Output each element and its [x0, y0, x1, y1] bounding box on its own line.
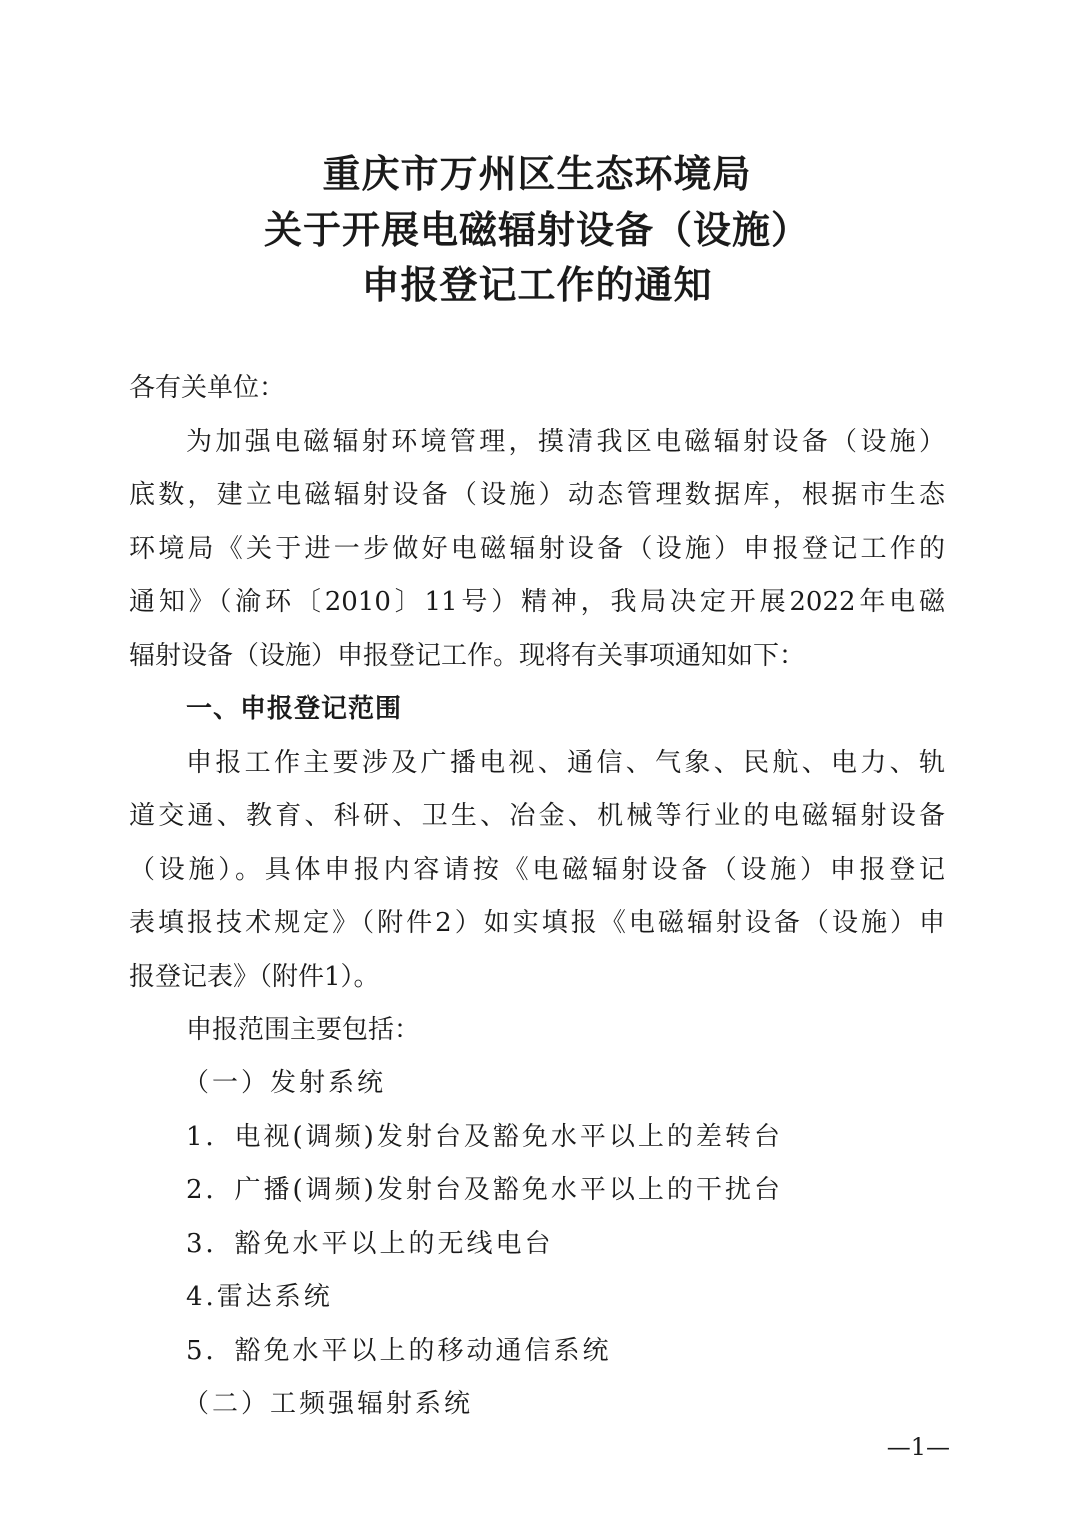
list-item: 1．电视(调频)发射台及豁免水平以上的差转台 — [186, 1122, 783, 1152]
scope-intro: 申报范围主要包括： — [186, 1015, 421, 1045]
intro-line: 环境局《关于进一步做好电磁辐射设备（设施）申报登记工作的 — [129, 534, 945, 564]
title-line-1: 重庆市万州区生态环境局 — [322, 152, 752, 196]
section1-line: 报登记表》（附件1）。 — [129, 962, 380, 992]
section1-line: 道交通、教育、科研、卫生、冶金、机械等行业的电磁辐射设备 — [129, 801, 945, 831]
intro-line: 通知》（渝环〔2010〕11号）精神，我局决定开展2022年电磁 — [129, 587, 945, 617]
list-item: 3．豁免水平以上的无线电台 — [186, 1229, 554, 1259]
intro-line: 为加强电磁辐射环境管理，摸清我区电磁辐射设备（设施） — [186, 427, 945, 457]
salutation: 各有关单位： — [129, 373, 286, 403]
intro-line: 辐射设备（设施）申报登记工作。现将有关事项通知如下： — [129, 641, 806, 671]
subsection-heading: （二）工频强辐射系统 — [183, 1389, 474, 1419]
page-number: —1— — [886, 1433, 950, 1461]
subsection-heading: （一）发射系统 — [183, 1068, 387, 1098]
section1-line: （设施）。具体申报内容请按《电磁辐射设备（设施）申报登记 — [129, 855, 945, 885]
list-item: 4.雷达系统 — [186, 1282, 333, 1312]
intro-line: 底数，建立电磁辐射设备（设施）动态管理数据库，根据市生态 — [129, 480, 945, 510]
list-item: 5．豁免水平以上的移动通信系统 — [186, 1336, 612, 1366]
title-line-3: 申报登记工作的通知 — [361, 263, 713, 307]
list-item: 2．广播(调频)发射台及豁免水平以上的干扰台 — [186, 1175, 783, 1205]
section1-line: 表填报技术规定》（附件2）如实填报《电磁辐射设备（设施）申 — [129, 908, 945, 938]
section-heading: 一、申报登记范围 — [186, 694, 403, 724]
section1-line: 申报工作主要涉及广播电视、通信、气象、民航、电力、轨 — [186, 748, 945, 778]
title-line-2: 关于开展电磁辐射设备（设施） — [263, 208, 810, 252]
